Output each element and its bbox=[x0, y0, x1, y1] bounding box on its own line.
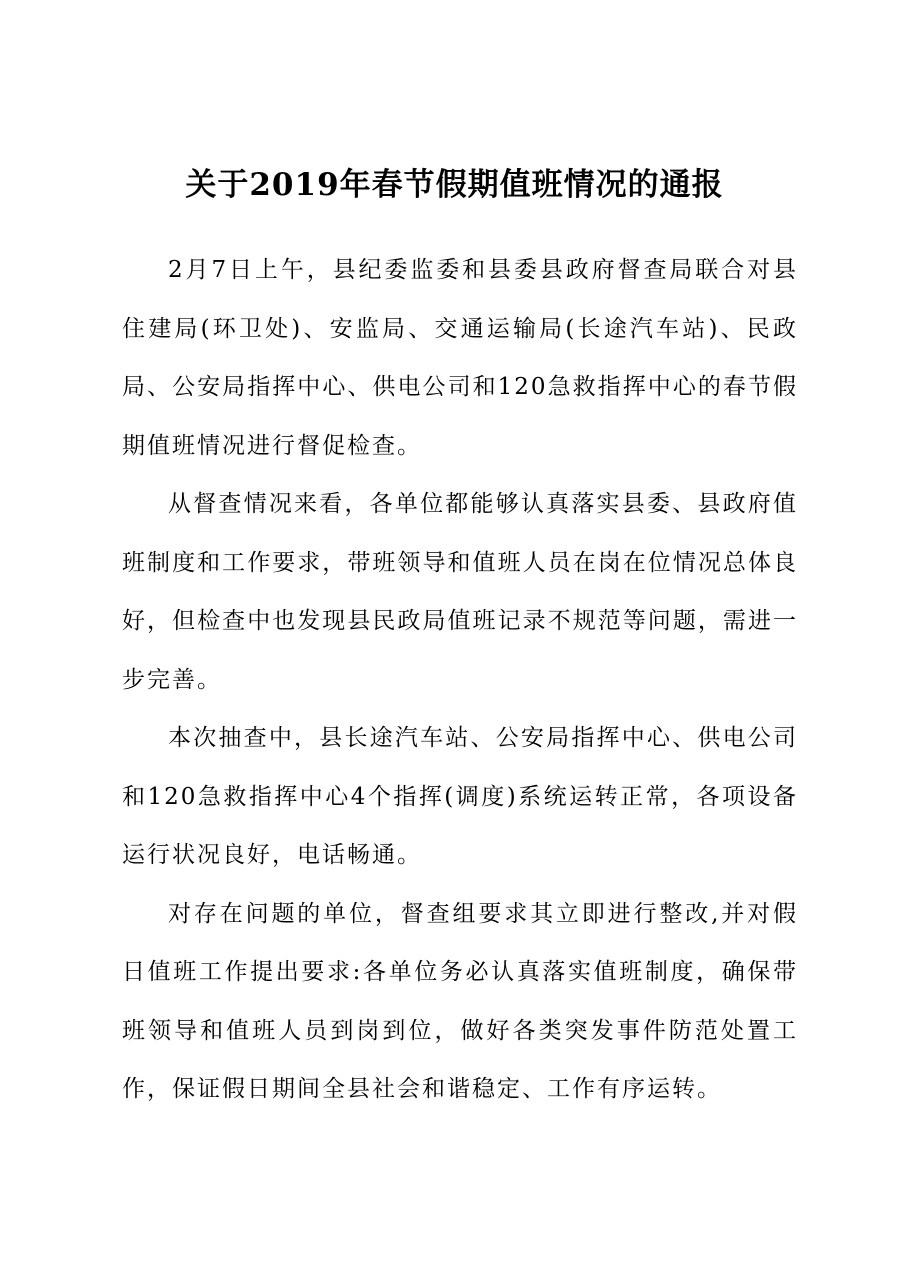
paragraph-rectification-requirements: 对存在问题的单位，督查组要求其立即进行整改,并对假日值班工作提出要求:各单位务必认真落实值班制度，确保带班领导和值班人员到岗到位，做好各类突发事件防范处置工作，保证假日期间全县社会和谐稳定、工作有序运转。 bbox=[122, 900, 798, 1102]
paragraph-inspection-overview: 2月7日上午，县纪委监委和县委县政府督查局联合对县住建局(环卫处)、安监局、交通运输局(长途汽车站)、民政局、公安局指挥中心、供电公司和120急救指挥中心的春节假期值班情况进行督促检查。 bbox=[122, 257, 798, 459]
paragraph-inspection-findings: 从督查情况来看，各单位都能够认真落实县委、县政府值班制度和工作要求，带班领导和值班人员在岗在位情况总体良好，但检查中也发现县民政局值班记录不规范等问题，需进一步完善。 bbox=[122, 491, 798, 693]
paragraph-spot-check-results: 本次抽查中，县长途汽车站、公安局指挥中心、供电公司和120急救指挥中心4个指挥(调度)系统运转正常，各项设备运行状况良好，电话畅通。 bbox=[122, 725, 798, 868]
document-body bbox=[122, 241, 798, 1119]
document-title: 关于2019年春节假期值班情况的通报 bbox=[185, 167, 724, 203]
